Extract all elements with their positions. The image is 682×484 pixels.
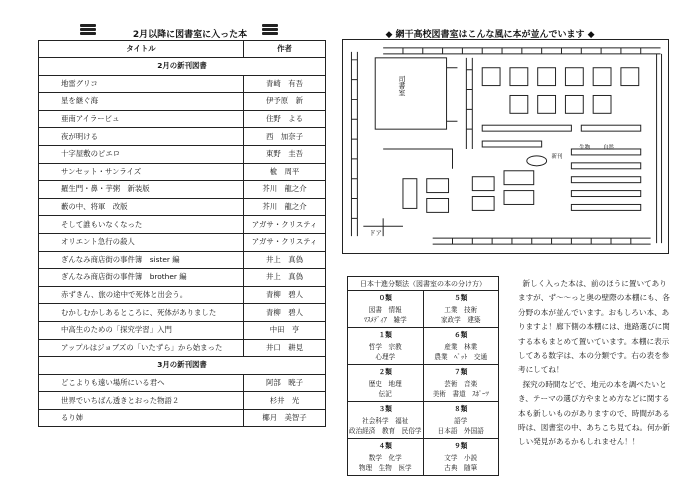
biology-label: 生物 [579,144,591,151]
author-column-header: 作者 [244,41,326,58]
book-title-cell: どこよりも遠い場所にいる君へ [39,374,244,392]
ndc-class-subjects: 歴史 地理 [368,380,402,388]
ndc-class-cell [423,402,499,439]
ndc-class-subjects: 語学 [454,417,468,425]
book-title-cell: 夜が明ける [39,128,244,146]
book-author-cell: アガサ・クリスティ [244,216,326,234]
table-row [39,93,326,111]
table-row [39,409,326,427]
book-title-cell: サンセット・サンライズ [39,163,244,181]
book-author-cell: 青崎 有吾 [244,75,326,93]
books-icon [80,24,96,36]
ndc-class-subjects: 文学 小説 [444,454,478,462]
ndc-class-cell [348,402,424,439]
book-title-cell: 世界でいちばん透きとおった物語２ [39,392,244,410]
book-author-cell: 井上 真偽 [244,269,326,287]
book-author-cell: 西 加奈子 [244,128,326,146]
book-author-cell: 芥川 龍之介 [244,181,326,199]
table-row [39,286,326,304]
table-row [39,110,326,128]
ndc-class-subjects: 心理学 [375,353,396,361]
library-map-heading: ◆ 網干高校図書室はこんな風に本が並んでいます ◆ [385,30,595,40]
library-notice-text [518,277,672,450]
ndc-row [348,328,499,365]
book-author-cell: 井上 真偽 [244,251,326,269]
book-author-cell: 青柳 碧人 [244,304,326,322]
librarian-room-label: 司書室 [396,75,405,96]
book-title-cell: るり姉 [39,409,244,427]
ndc-class-cell [423,439,499,476]
ndc-class-number: ６類 [454,331,468,339]
floor-plan-drawing [343,40,668,253]
table-row [39,145,326,163]
notice-paragraph-2: 探究の時間などで、地元の本を調べたいとき、テーマの選び方やまとめ方などに関する本も新しいものがありますので、時間がある時は、図書室の中、あちこち見てね。何か新しい発見があるかもしれません！！ [518,379,670,447]
table-row [39,374,326,392]
book-title-cell: 赤ずきん、旅の途中で死体と出会う。 [39,286,244,304]
book-author-cell: 東野 圭吾 [244,145,326,163]
ndc-row [348,439,499,476]
ndc-class-subjects: 古典 随筆 [444,464,478,472]
book-title-cell: 亜南アイラービュ [39,110,244,128]
ndc-classification-table [347,290,499,476]
book-author-cell: 伊予原 新 [244,93,326,111]
ndc-class-number: ９類 [454,442,468,450]
ndc-class-number: ８類 [454,405,468,413]
book-author-cell: 阿部 暁子 [244,374,326,392]
ndc-class-number: ３類 [378,405,392,413]
ndc-class-subjects: 図書 情報 [368,306,402,314]
table-row [39,181,326,199]
book-author-cell: 中田 亨 [244,321,326,339]
ndc-class-subjects: 工業 技術 [444,306,478,314]
book-author-cell: 椰月 美智子 [244,409,326,427]
table-row [39,233,326,251]
book-author-cell: 杉井 光 [244,392,326,410]
book-title-cell: 藪の中、将軍 改版 [39,198,244,216]
ndc-class-cell [423,365,499,402]
book-title-cell: 地雷グリコ [39,75,244,93]
new-books-heading: 2月以降に図書室に入った本 [132,30,248,40]
section-label: 2月の新刊図書 [39,58,326,76]
section-row [39,58,326,76]
ndc-class-cell [423,291,499,328]
book-title-cell: 星を継ぐ海 [39,93,244,111]
ndc-class-number: １類 [378,331,392,339]
table-header-row [39,41,326,58]
book-title-cell: むかしむかしあるところに、死体がありました [39,304,244,322]
book-author-cell: 井口 耕見 [244,339,326,357]
nature-label: 自然 [603,144,614,151]
ndc-class-cell [348,328,424,365]
book-title-cell: ぎんなみ商店街の事件簿 brother 編 [39,269,244,287]
book-author-cell: 芥川 龍之介 [244,198,326,216]
ndc-class-subjects: ﾏｽﾒﾃﾞｨｱ 雑学 [363,316,407,324]
book-title-cell: ぎんなみ商店街の事件簿 sister 編 [39,251,244,269]
ndc-row [348,365,499,402]
table-row [39,198,326,216]
table-row [39,304,326,322]
ndc-class-subjects: 家政学 建築 [440,316,481,324]
book-title-cell: オリエント急行の殺人 [39,233,244,251]
ndc-class-subjects: 産業 林業 [444,343,478,351]
ndc-class-subjects: 数学 化学 [368,454,402,462]
books-icon [262,24,278,36]
ndc-table-title: 日本十進分類法（図書室の本の分け方） [347,276,499,290]
ndc-class-subjects: 日本語 外国語 [437,427,484,435]
ndc-class-subjects: 政治経済 教育 民俗学 [348,427,422,435]
ndc-class-cell [348,291,424,328]
book-author-cell: 楡 周平 [244,163,326,181]
table-row [39,75,326,93]
book-author-cell: 住野 よる [244,110,326,128]
new-books-label: 新刊 [551,153,563,160]
ndc-class-subjects: 芸術 音楽 [444,380,478,388]
ndc-class-number: ２類 [378,368,392,376]
ndc-class-subjects: 物理 生物 医学 [358,464,412,472]
ndc-class-cell [348,365,424,402]
ndc-row [348,291,499,328]
book-author-cell: 青柳 碧人 [244,286,326,304]
table-row [39,251,326,269]
table-row [39,339,326,357]
notice-paragraph-1: 新しく入った本は、前のほうに置いてありますが、ず～～っと奥の壁際の本棚にも、各分野の本が並んでいます。おもしろい本、ありますよ！廊下側の本棚には、進路選びに関する本もまとめて置いています。本棚に表示してある数字は、本の分類です。右の表を参考にしてね！ [518,279,670,375]
ndc-class-subjects: 伝記 [378,390,392,398]
book-title-cell: 中高生のための「探究学習」入門 [39,321,244,339]
library-floor-map [342,39,669,254]
ndc-class-number: ７類 [454,368,468,376]
ndc-class-cell [423,328,499,365]
table-row [39,269,326,287]
ndc-class-subjects: 美術 書道 ｽﾎﾟｰﾂ [432,390,489,398]
table-row [39,163,326,181]
ndc-class-number: ０類 [378,294,392,302]
table-row [39,392,326,410]
book-title-cell: 羅生門・鼻・芋粥 新装版 [39,181,244,199]
book-title-cell: そして誰もいなくなった [39,216,244,234]
new-books-table [38,40,326,427]
table-row [39,128,326,146]
book-title-cell: 十字屋敷のピエロ [39,145,244,163]
book-title-cell: アップルはジョブズの「いたずら」から始まった [39,339,244,357]
ndc-class-subjects: 哲学 宗教 [368,343,402,351]
ndc-class-cell [348,439,424,476]
ndc-class-subjects: 社会科学 福祉 [362,417,409,425]
ndc-row [348,402,499,439]
table-row [39,321,326,339]
table-row [39,216,326,234]
title-column-header: タイトル [39,41,244,58]
section-label: 3月の新刊図書 [39,357,326,375]
table-body [39,58,326,427]
ndc-class-number: ４類 [378,442,392,450]
ndc-class-number: ５類 [454,294,468,302]
door-label: ドア [369,229,382,238]
section-row [39,357,326,375]
book-author-cell: アガサ・クリスティ [244,233,326,251]
ndc-class-subjects: 農業 ﾍﾟｯﾄ 交通 [434,353,488,361]
